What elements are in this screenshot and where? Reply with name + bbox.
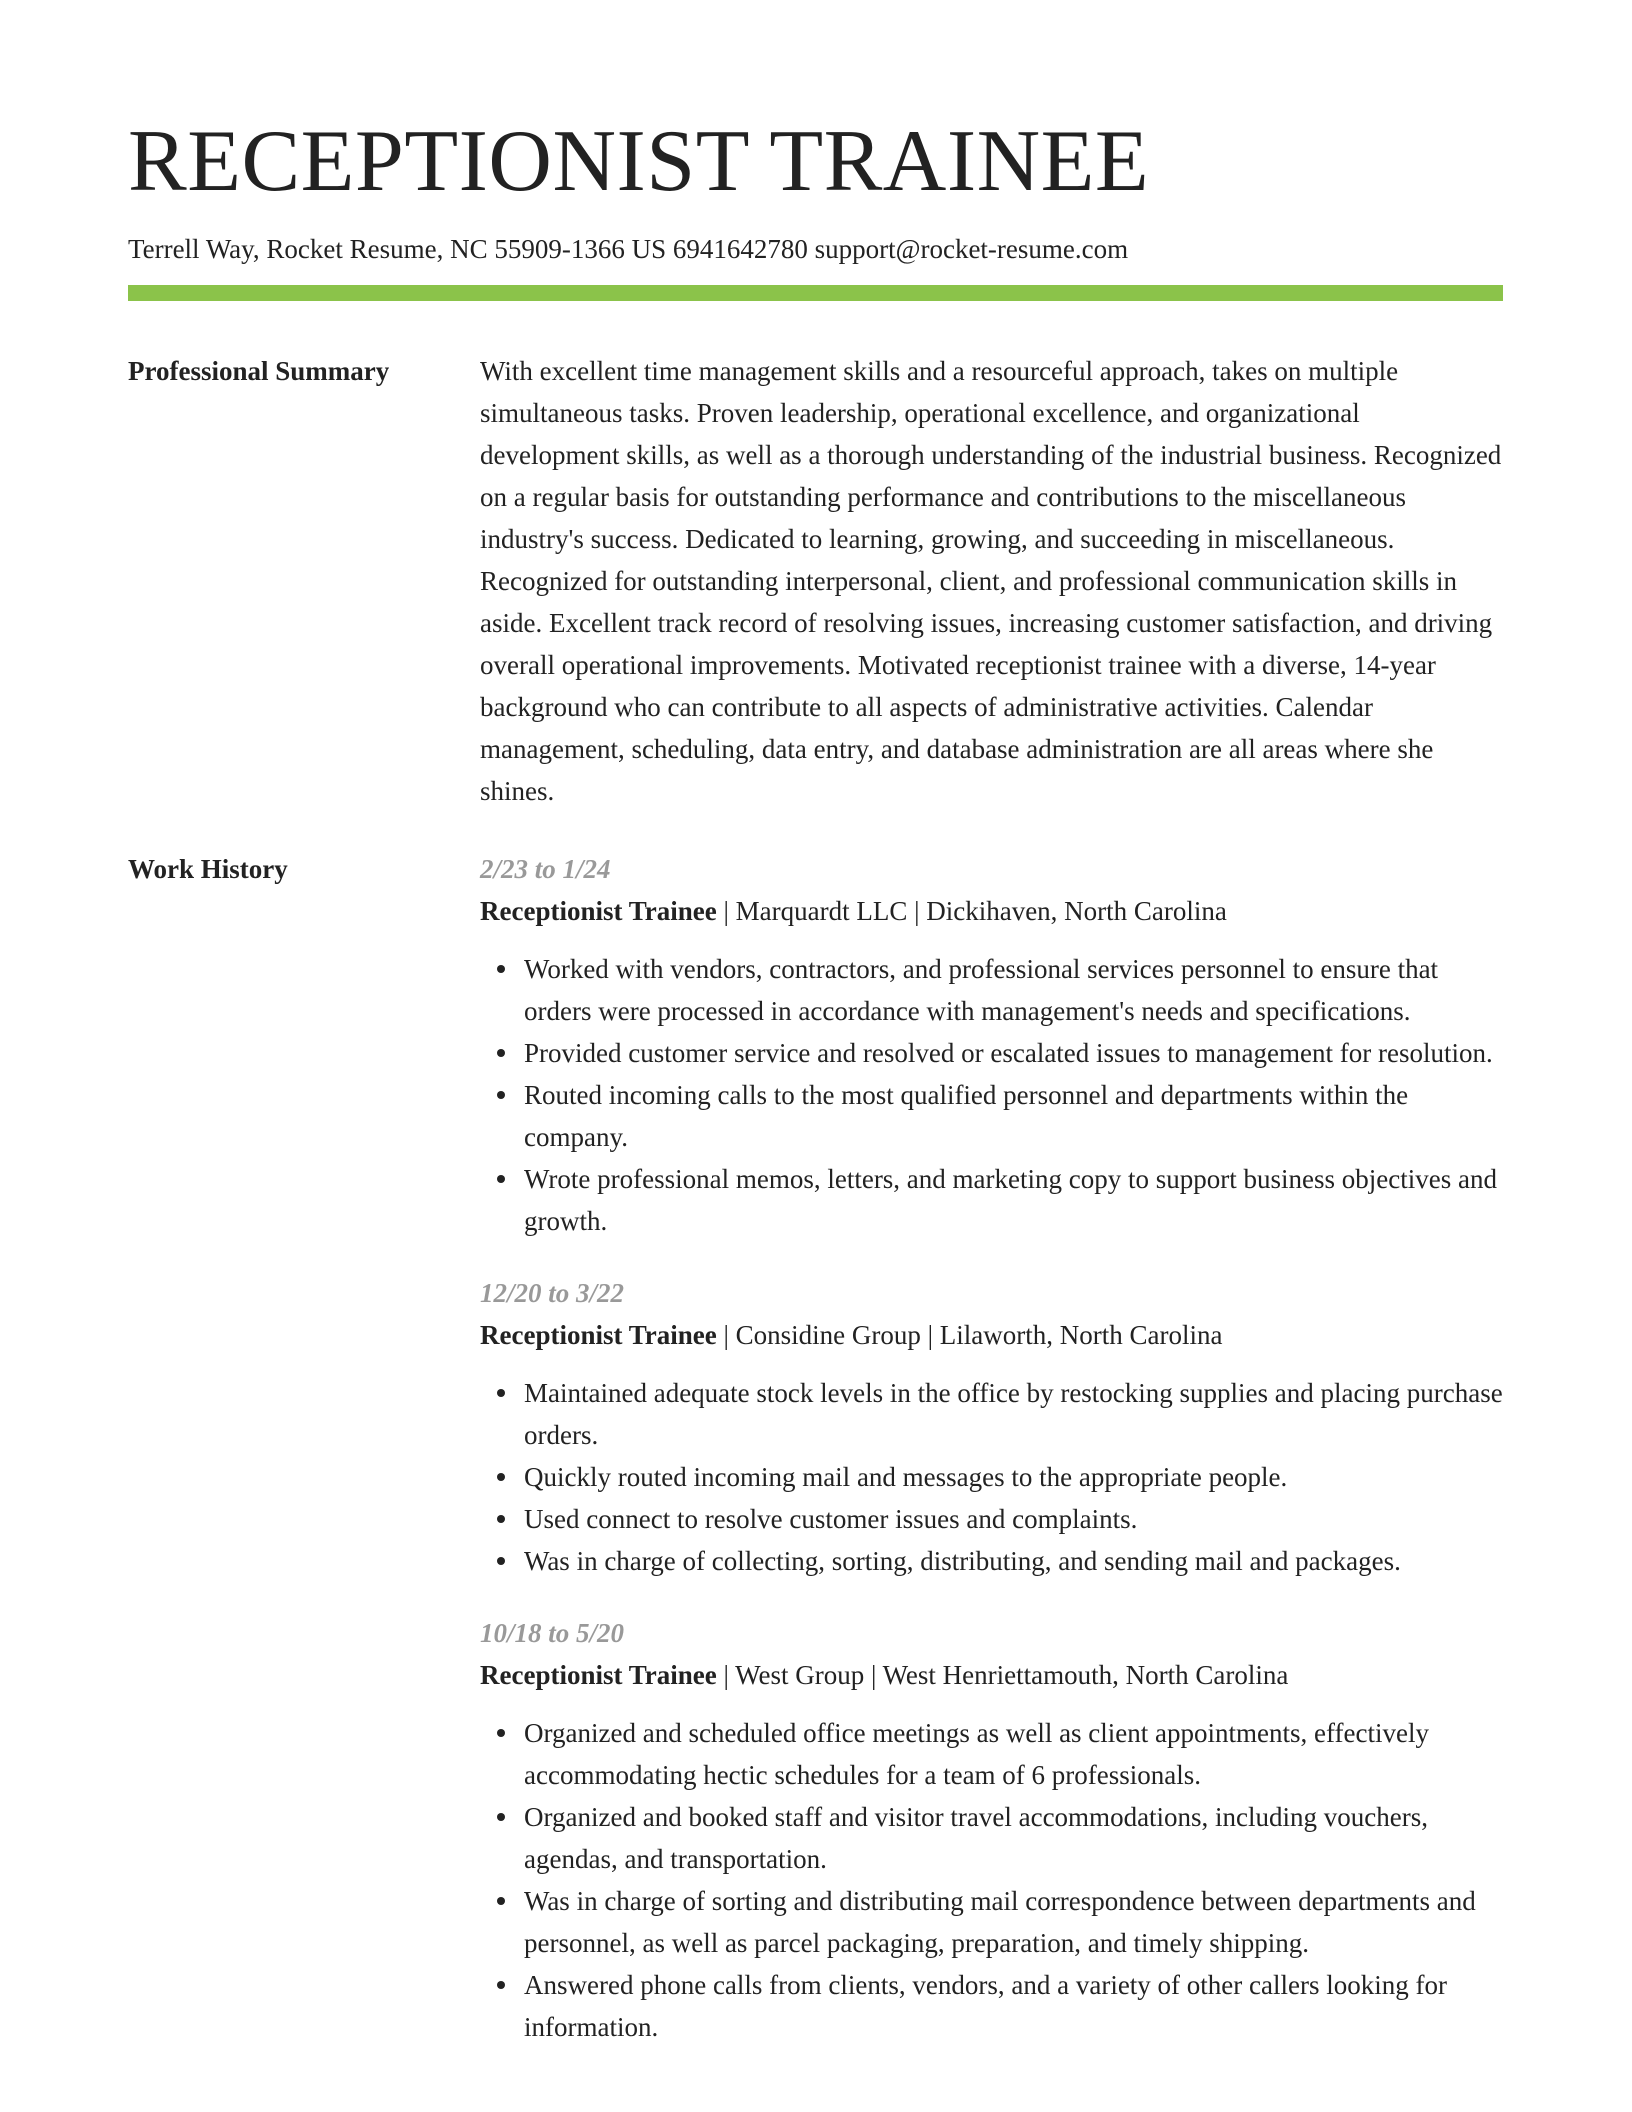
job-duty-item — [524, 1796, 1503, 1880]
job-duty-item — [524, 1074, 1503, 1158]
job-entry — [480, 1612, 1503, 2048]
job-duty-item — [524, 1540, 1503, 1582]
bullet-icon — [497, 1729, 505, 1737]
work-history-label: Work History — [128, 854, 288, 884]
job-entry — [480, 848, 1503, 1242]
bullet-icon — [497, 1175, 505, 1183]
job-title: Receptionist Trainee — [480, 1660, 717, 1690]
job-duty-text: Wrote professional memos, letters, and marketing copy to support business objectives and growth. — [524, 1164, 1497, 1236]
job-duty-item — [524, 948, 1503, 1032]
job-duty-item — [524, 1880, 1503, 1964]
job-duty-text: Used connect to resolve customer issues and complaints. — [524, 1504, 1138, 1534]
bullet-icon — [497, 1897, 505, 1905]
job-duty-text: Organized and booked staff and visitor travel accommodations, including vouchers, agendas, and transportation. — [524, 1802, 1429, 1874]
bullet-icon — [497, 1515, 505, 1523]
job-entry — [480, 1272, 1503, 1582]
job-duty-text: Quickly routed incoming mail and messages to the appropriate people. — [524, 1462, 1288, 1492]
job-dates: 12/20 to 3/22 — [480, 1278, 625, 1308]
job-title-line — [480, 1314, 1503, 1356]
job-duty-text: Organized and scheduled office meetings as well as client appointments, effectively accommodating hectic schedules for a team of 6 professionals. — [524, 1718, 1429, 1790]
resume-content — [128, 350, 1503, 2078]
resume-name-heading: RECEPTIONIST TRAINEE — [128, 113, 1150, 210]
job-title-line — [480, 1654, 1503, 1696]
job-duty-item — [524, 1032, 1503, 1074]
bullet-icon — [497, 1473, 505, 1481]
summary-label: Professional Summary — [128, 356, 390, 386]
job-duty-item — [524, 1372, 1503, 1456]
job-details: | West Group | West Henriettamouth, North Carolina — [716, 1660, 1289, 1690]
bullet-icon — [497, 1091, 505, 1099]
bullet-icon — [497, 1981, 505, 1989]
job-duty-item — [524, 1712, 1503, 1796]
job-details: | Marquardt LLC | Dickihaven, North Carolina — [716, 896, 1227, 926]
job-duty-text: Worked with vendors, contractors, and professional services personnel to ensure that orders were processed in accordance with management's needs and specifications. — [524, 954, 1439, 1026]
job-duty-text: Was in charge of collecting, sorting, distributing, and sending mail and packages. — [524, 1546, 1401, 1576]
summary-text: With excellent time management skills and a resourceful approach, takes on multiple simultaneous tasks. Proven leadership, operational excellence, and organizational development skills, as well as a thorough understanding of the industrial business. Recognized on a regular basis for outstanding performance and contributions to the miscellaneous industry's success. Dedicated to learning, growing, and succeeding in miscellaneous. Recognized for outstanding interpersonal, client, and professional communication skills in aside. Excellent track record of resolving issues, increasing customer satisfaction, and driving overall operational improvements. Motivated receptionist trainee with a diverse, 14-year background who can contribute to all aspects of administrative activities. Calendar management, scheduling, data entry, and database administration are all areas where she shines. — [480, 356, 1502, 806]
job-details: | Considine Group | Lilaworth, North Carolina — [716, 1320, 1223, 1350]
summary-section — [128, 350, 1503, 812]
job-duty-item — [524, 1498, 1503, 1540]
job-duty-text: Was in charge of sorting and distributing mail correspondence between departments and personnel, as well as parcel packaging, preparation, and timely shipping. — [524, 1886, 1476, 1958]
job-dates: 2/23 to 1/24 — [480, 854, 611, 884]
job-duty-item — [524, 1456, 1503, 1498]
job-title: Receptionist Trainee — [480, 896, 717, 926]
bullet-icon — [497, 1557, 505, 1565]
job-duties-list — [480, 1712, 1503, 2048]
job-duty-text: Routed incoming calls to the most qualified personnel and departments within the company. — [524, 1080, 1409, 1152]
bullet-icon — [497, 1813, 505, 1821]
bullet-icon — [497, 1049, 505, 1057]
job-duty-text: Maintained adequate stock levels in the office by restocking supplies and placing purchase orders. — [524, 1378, 1503, 1450]
job-title: Receptionist Trainee — [480, 1320, 717, 1350]
job-duty-item — [524, 1964, 1503, 2048]
job-duties-list — [480, 1372, 1503, 1582]
job-dates: 10/18 to 5/20 — [480, 1618, 625, 1648]
job-duties-list — [480, 948, 1503, 1242]
header-accent-rule — [128, 285, 1503, 301]
job-title-line — [480, 890, 1503, 932]
job-duty-item — [524, 1158, 1503, 1242]
bullet-icon — [497, 1389, 505, 1397]
job-duty-text: Answered phone calls from clients, vendors, and a variety of other callers looking for information. — [524, 1970, 1447, 2042]
bullet-icon — [497, 965, 505, 973]
work-history-body — [480, 848, 1503, 2078]
work-history-section — [128, 848, 1503, 2078]
summary-body — [480, 350, 1503, 812]
job-duty-text: Provided customer service and resolved or escalated issues to management for resolution. — [524, 1038, 1493, 1068]
contact-info: Terrell Way, Rocket Resume, NC 55909-1366 US 6941642780 support@rocket-resume.com — [128, 234, 1129, 264]
